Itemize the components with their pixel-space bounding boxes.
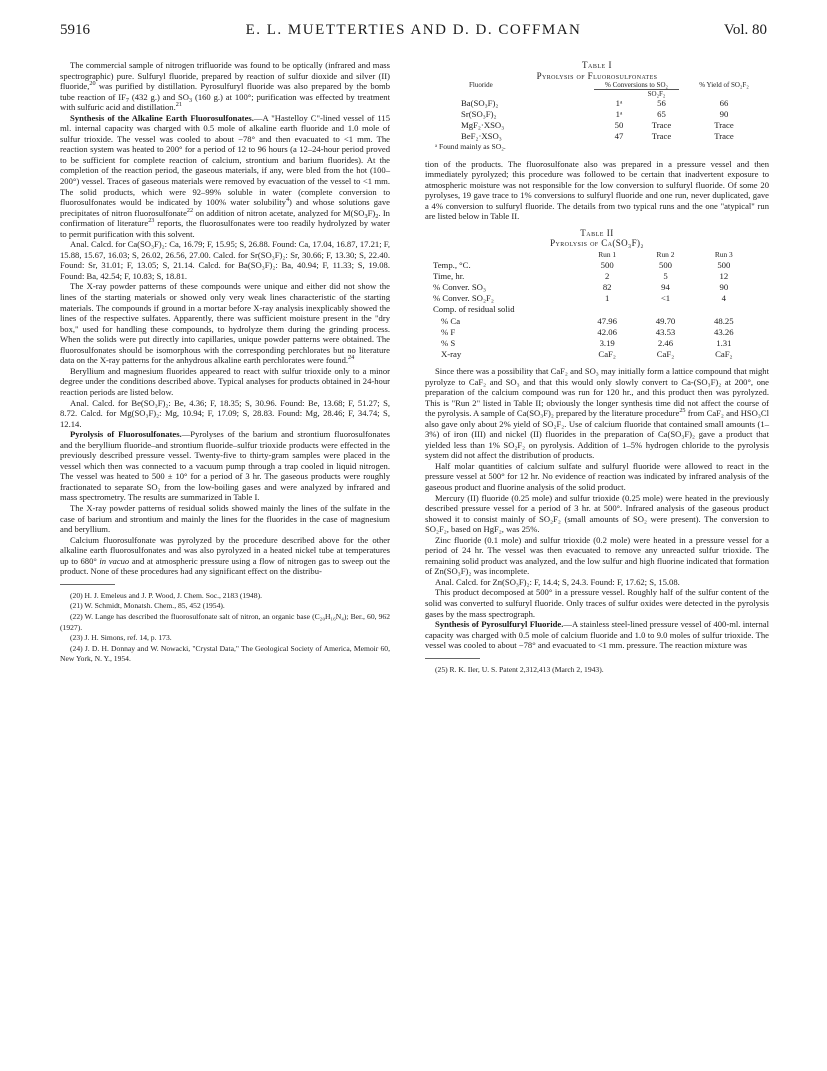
right-column xyxy=(425,60,769,675)
footnote: (24) J. D. H. Donnay and W. Nowacki, "Crystal Data," The Geological Society of America, Memoir 60, New York, N. Y., 1954. xyxy=(60,643,390,664)
table-row: Ba(SO₃F)₂ 1ᵃ 56 66 xyxy=(461,98,729,109)
section-heading: Synthesis of the Alkaline Earth Fluorosulfonates. xyxy=(70,112,254,123)
table-row: % F 42.06 43.53 43.26 xyxy=(441,326,734,337)
paragraph-pyrosulfuryl: Synthesis of Pyrosulfuryl Fluoride.—A stainless steel-lined pressure vessel of 400-ml. internal capacity was charged with 0.5 mole of calcium fluoride and 1.0 to 9.0 moles of sulfur trioxide. The vessel was cooled to about −78° and evacuated to <1 mm. pressure. The reaction mixture was xyxy=(425,619,769,651)
table-footnote: ᵃ Found mainly as SO₂. xyxy=(435,142,506,152)
paragraph-sulfate: Half molar quantities of calcium sulfate and sulfuryl fluoride were allowed to react in the pressure vessel at 500° for 12 hr. No evidence of reaction was indicated by infrared analysis of the gaseous product and fluorine analysis of the solid product. xyxy=(425,460,769,492)
table-header-row: Run 1 Run 2 Run 3 xyxy=(598,250,733,260)
table-2-grid xyxy=(433,249,753,360)
paragraph-pyrolysis: Pyrolysis of Fluorosulfonates.—Pyrolyses of the barium and strontium fluorosulfonates and the beryllium fluoride–and strontium fluoride–sulfur trioxide products were effected in the previously described pressure vessel. Twenty-five to thirty-gram samples were placed in the vessel which then was connected to a vacuum pump through a trap cooled in liquid nitrogen. The vessel was heated to 500 ± 10° for a period of 3 hr. The gaseous products were roughly fractionated to separate SO₂ from the low-boiling gases and were analyzed by infrared and mass spectrometry. The results are summarized in Table I. xyxy=(60,429,390,503)
table-subheader-row: SO₂F₂ xyxy=(647,90,666,99)
paragraph-mercury: Mercury (II) fluoride (0.25 mole) and sulfur trioxide (0.25 mole) were heated in the previously described pressure vessel for a period of 3 hr. at 500°. Infrared analysis of the gaseous product showed it to consist mainly of SO₂F₂ (small amounts of SO₂ were present). The conversion to SO₂F₂, based on HgF₂, was 25%. xyxy=(425,492,769,535)
paragraph-beryllium: Beryllium and magnesium fluorides appeared to react with sulfur trioxide only to a minor degree under the conditions described above. Typical analyses for products obtained in 24-hour reaction periods are listed below. xyxy=(60,365,390,397)
table-row: X-ray CaF₂ CaF₂ CaF₂ xyxy=(441,348,733,359)
table-row: Sr(SO₃F)₂ 1ᵃ 65 90 xyxy=(461,109,729,120)
table-label: Table I xyxy=(582,60,612,70)
running-authors: E. L. MUETTERTIES AND D. D. COFFMAN xyxy=(245,22,582,38)
table-label: Table II xyxy=(580,227,614,238)
left-column xyxy=(60,60,390,665)
table-row: Time, hr. 2 5 12 xyxy=(433,271,729,282)
paragraph-reagents: The commercial sample of nitrogen trifluoride was found to be optically (infrared and mass spectrographic) pure. Sulfuryl fluoride, prepared by reaction of sulfur dioxide and silver (II) fluoride,$^{20}$ was purified by distillation. Pyrosulfuryl fluoride was also prepared by the bomb tube reaction of $IF_7$ (432 g.) and $SO_3$ (160 g.) at 100°; purification was effected by treatment with sulfuric acid and distillation.$^{21}$ xyxy=(60,60,390,113)
footnote: (22) W. Lange has described the fluorosulfonate salt of nitron, an organic base (C₂₀H₁₆N₄); Ber., 60, 962 (1927). xyxy=(60,611,390,632)
table-row: Comp. of residual solid xyxy=(433,304,515,315)
footnotes xyxy=(60,591,390,665)
table-1 xyxy=(425,60,769,153)
paragraph-lattice: Since there was a possibility that CaF₂ and SO₃ may initially form a lattice compound that might pyrolyze to CaF₂ and SO₃ and that this would only slowly convert to Ca-(SO₃F)₂ at 200°, one preparation of the calcium compound was run for 120 hr., and this product then was pyrolyzed. This is "Run 2" listed in Table II; obviously the longer synthesis time did not affect the course of the pyrolysis. A sample of Ca(SO₃F)₂ prepared by the literature procedure$^{25}$ from CaF₂ and HSO₃Cl also gave only about 2% yield of SO₂F₂. Use of calcium fluoride that contained small amounts (1–3%) of iron (III) and nickel (II) fluorides in the preparation of Ca(SO₃F)₂ gave a product that yielded less than 1% SO₂F₂ on pyrolysis. Addition of 1–5% hydrogen chloride to the pyrolysis system did not affect the distribution of products. xyxy=(425,365,769,461)
paragraph-calcium: Calcium fluorosulfonate was pyrolyzed by the procedure described above for the other alkaline earth fluorosulfonates and was also pyrolyzed in a heated nickel tube at temperatures up to 680° in vacuo and at atmospheric pressure using a flow of nitrogen gas to sweep out the product. None of these procedures had any significant effect on the distribu- xyxy=(60,534,390,577)
analysis-alkaline-earth: Anal. Calcd. for Ca(SO₃F)₂: Ca, 16.79; F, 15.95; S, 26.88. Found: Ca, 17.04, 16.87, 17.21; F, 15.88, 15.67, 16.03; S, 26.02, 26.56, 27.00. Calcd. for Sr(SO₃F)₂: Sr, 30.66; F, 13.30; S, 22.40. Found: Sr, 31.01; F, 13.05; S, 21.14. Calcd. for Ba(SO₃F)₂: Ba, 40.94; F, 11.33; S, 19.08. Found: Ba, 42.54; F, 10.83; S, 18.81. xyxy=(60,239,390,281)
section-heading: Synthesis of Pyrosulfuryl Fluoride. xyxy=(435,619,564,630)
paragraph-decomposition: This product decomposed at 500° in a pressure vessel. Roughly half of the sulfur content of the solid was converted to sulfuryl fluoride. Only traces of sulfur oxides were detected in the pyrolysis gases by the mass spectrograph. xyxy=(425,587,769,619)
table-row: % S 3.19 2.46 1.31 xyxy=(441,337,732,348)
table-1-grid xyxy=(457,81,769,142)
footnote: (23) J. H. Simons, ref. 14, p. 173. xyxy=(70,633,172,643)
footnote-rule xyxy=(60,584,115,585)
analysis-zinc: Anal. Calcd. for Zn(SO₃F)₂: F, 14.4; S, 24.3. Found: F, 17.62; S, 15.08. xyxy=(435,576,680,587)
paragraph-xray: The X-ray powder patterns of these compounds were unique and either did not show the lines of the starting materials or showed only very weak lines characteristic of the starting materials. The compounds if ground in a mortar before X-ray analysis inexplicably showed the lines of the respective sulfates. Apparently, there was sufficient moisture present in the "dry box," used for handling these compounds, to hydrolyze them during the grinding process. When the solids were put directly into capillaries, unique powder patterns were obtained. The fluorosulfonates should be isomorphous with the corresponding perchlorates but no literature data on the X-ray patterns for the anhydrous alkaline earth perchlorates were found.$^{24}$ xyxy=(60,281,390,366)
footnote: (25) R. K. Iler, U. S. Patent 2,312,413 (March 2, 1943). xyxy=(435,664,604,674)
table-2 xyxy=(425,228,769,360)
table-row: Temp., °C. 500 500 500 xyxy=(433,260,731,271)
footnote: (21) W. Schmidt, Monatsh. Chem., 85, 452 (1954). xyxy=(70,601,225,611)
table-caption: Pyrolysis of Ca(SO₃F)₂ xyxy=(550,238,644,249)
volume-number: Vol. 80 xyxy=(723,22,767,38)
table-row: BeF₂·XSO₃ 47 Trace Trace xyxy=(461,131,734,142)
table-row: % Ca 47.96 49.70 48.25 xyxy=(441,315,734,326)
table-header-row: Fluoride % Conversions to SO₂ % Yield of SO₂F₂ xyxy=(469,81,749,90)
page-number: 5916 xyxy=(60,22,90,38)
paragraph-continuation: tion of the products. The fluorosulfonate also was prepared in a pressure vessel and then immediately pyrolyzed; this procedure was followed to be certain that inadvertent exposure to atmospheric moisture was not responsible for the low conversion to sulfuryl fluoride. Of some 20 pyrolyses, 19 gave trace to 1% conversions to sulfuryl fluoride and one run, never duplicated, gave a 4% conversion to sulfuryl fluoride. The details from two typical runs and the one "atypical" run are listed below in Table II. xyxy=(425,158,769,222)
section-heading: Pyrolysis of Fluorosulfonates. xyxy=(70,429,182,440)
table-row: % Conver. SO₃ 82 94 90 xyxy=(433,282,729,293)
footnote-rule xyxy=(425,658,480,659)
table-row: MgF₂·XSO₃ 50 Trace Trace xyxy=(461,120,734,131)
paragraph-synthesis: Synthesis of the Alkaline Earth Fluorosulfonates.—A "Hastelloy C"-lined vessel of 115 ml. internal capacity was charged with 0.5 mole of alkaline earth fluoride and 1.0 mole of sulfur trioxide. The vessel was cooled to about −78° and then evacuated to <1 mm. The reaction system was heated to 200° for a period of 12 to 96 hours (a 12–24-hour period proved to be sufficient for complete reaction of calcium, strontium and barium fluorides). At the completion of the reaction period, the gaseous materials, if any, were bled from the hot (100–200°) vessel. Traces of gaseous materials were removed by evacuation of the vessel to <1 mm. The solid products, which were 92–99% soluble in water (complete conversion to fluorosulfonates would be indicated by 100% water solubility$^4$) and whose solutions gave precipitates of nitron fluorosulfonate$^{22}$ on addition of nitron acetate, analyzed for $M(SO_3F)_2$. In confirmation of literature$^{23}$ reports, the fluorosulfonates were too readily hydrolyzed by water to permit purification with this solvent. xyxy=(60,112,390,239)
analysis-be-mg: Anal. Calcd. for Be(SO₃F)₂: Be, 4.36; F, 18.35; S, 30.96. Found: Be, 13.68; F, 51.27; S, 8.72. Calcd. for Mg(SO₃F)₂: Mg, 10.94; F, 17.09; S, 28.83. Found: Mg, 28.46; F, 34.74; S, 12.14. xyxy=(60,397,390,429)
footnote: (20) H. J. Emeleus and J. P. Wood, J. Chem. Soc., 2183 (1948). xyxy=(70,590,263,600)
running-header xyxy=(60,22,767,40)
paragraph-zinc: Zinc fluoride (0.1 mole) and sulfur trioxide (0.2 mole) were heated in a pressure vessel for a period of 24 hr. The vessel was then evacuated to remove any unreacted sulfur trioxide. The remaining solid product was analyzed, and the low sulfur and high fluorine indicated that formation of Zn(SO₃F)₂ was incomplete. xyxy=(425,534,769,577)
table-caption: Pyrolysis of Fluorosulfonates xyxy=(536,70,658,81)
paragraph-residual: The X-ray powder patterns of residual solids showed mainly the lines of the sulfate in the case of barium and strontium and mainly the lines for the fluorides in the case of magnesium and beryllium. xyxy=(60,502,390,535)
table-row: % Conver. SO₂F₂ 1 <1 4 xyxy=(433,293,726,304)
